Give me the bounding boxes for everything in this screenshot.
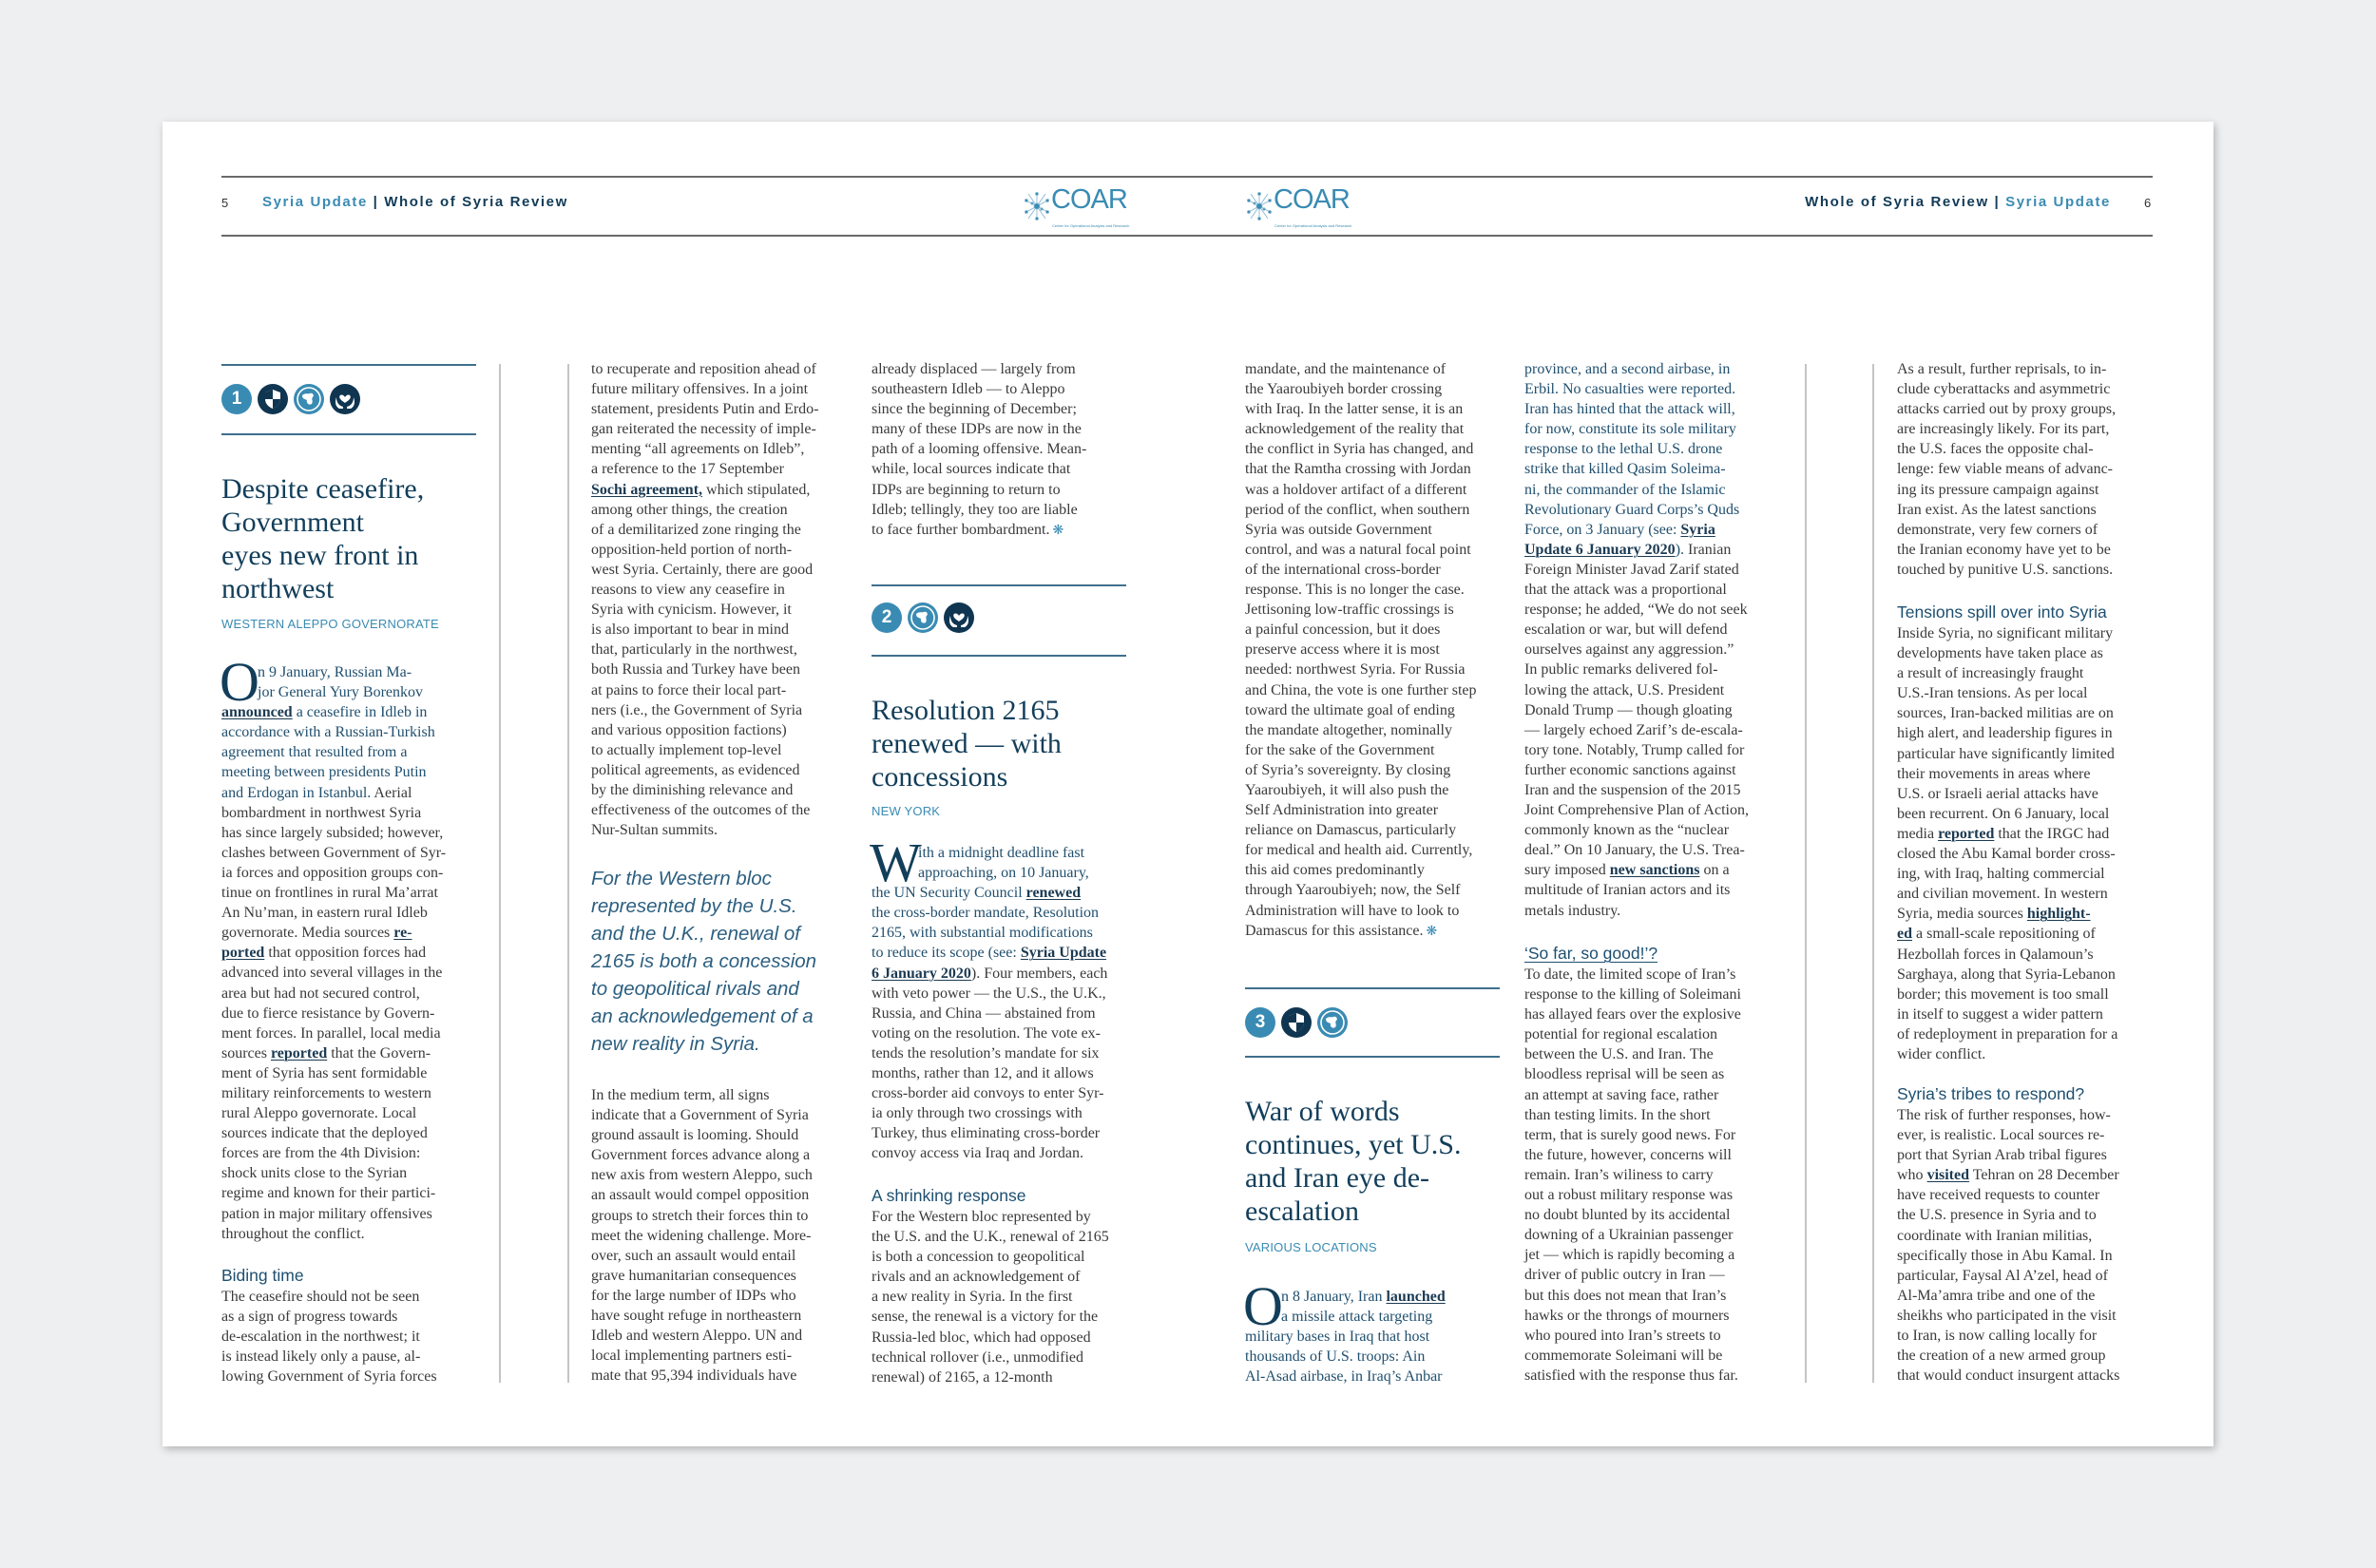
article-2-headline: Resolution 2165 renewed — with concessions: [872, 695, 1062, 793]
shield-icon: [258, 384, 288, 414]
article-2-intro-paragraph: [870, 832, 1138, 1164]
article-2-location: NEW YORK: [872, 804, 941, 818]
logo-subtitle: Center for Operational Analysis and Research: [1052, 223, 1130, 228]
article-1-theme-icons: [221, 384, 360, 414]
article-3-headline: War of words continues, yet U.S. and Iran eye de- escalation: [1245, 1096, 1462, 1227]
lead-lines: [872, 843, 1138, 883]
inline-link[interactable]: reported: [1938, 825, 1995, 842]
paragraph-text: [1245, 359, 1511, 942]
paragraph-text: [872, 1207, 1138, 1387]
text-run: The risk of further responses, how- ever, is realistic. Local sources re- port that Syrian Arab tribal figures who: [1897, 1107, 2111, 1184]
pull-quote: For the Western bloc represented by the U.S. and the U.K., renewal of 2165 is both a concession to geopolitical rivals and an acknowledgement of a new reality in Syria.: [591, 868, 817, 1055]
globe-icon: [1317, 1007, 1348, 1038]
series-name: Syria Update: [2005, 194, 2111, 210]
article-3-theme-icons: [1245, 1007, 1348, 1038]
network-star-icon: [1023, 190, 1051, 222]
article-1-location: WESTERN ALEPPO GOVERNORATE: [221, 617, 439, 631]
text-run: a ceasefire in Idleb in accordance with a Russian-Turkish agreement that resulted from a meeting between presidents Putin and Erdogan in Istanbul.: [221, 704, 435, 801]
inline-link[interactable]: highlight- ed: [1897, 906, 2091, 943]
text-run: As a result, further reprisals, to in- clude cyberattacks and asymmetric attacks carried out by proxy groups, are increasingly likely. For its part, the U.S. faces the opposite chal- lenge: few viable means of advanc- ing its pressure campaign against Iran exist. As the latest sanctions demonstrate, very few corners of the Iranian economy have yet to be touched by punitive U.S. sanctions.: [1897, 361, 2117, 578]
section-rule: [221, 364, 476, 366]
inline-link[interactable]: Sochi agreement,: [591, 481, 703, 498]
text-run: ).: [1675, 541, 1685, 558]
article-1-headline: Despite ceasefire, Government eyes new front in northwest: [221, 473, 425, 604]
inline-link[interactable]: launched: [1386, 1289, 1446, 1305]
text-run: province, and a second airbase, in Erbil. No casualties were reported. Iran has hinted that the attack will, for now, constitute its sole military response to the lethal U.S. drone strike that killed Qasim Soleima- ni, the commander of the Islamic Revolutionary Guard Corps’s Quds Force, on 3 January (see:: [1524, 361, 1740, 538]
text-run: mandate, and the maintenance of the Yaaroubiyeh border crossing with Iraq. In the latter sense, it is an acknowledgement of the reality that the conflict in Syria has changed, and that the Ramtha crossing with Jordan was a holdover artifact of a different period of the conflict, when southern Syria was outside Government control, and was a natural focal point of the international cross-border response. This is no longer the case. Jettisoning low-traffic crossings is a painful concession, but it does preserve access where it is most needed: northwest Syria. For Russia and China, the vote is one further step toward the ultimate goal of ending the mandate altogether, nominally for the sake of the Government of Syria’s sovereignty. By closing Yaaroubiyeh, it will also push the Self Administration into greater reliance on Damascus, particularly for medical and health aid. Currently, this aid comes predominantly through Yaaroubiyeh; now, the Self Administration will have to look to Damascus for this assistance.: [1245, 361, 1477, 939]
end-of-article-icon: ❋: [1426, 923, 1438, 939]
paragraph-text-runs: [1245, 361, 1477, 939]
subheading-biding-time: Biding time: [221, 1266, 304, 1285]
paragraph-text: [1897, 1105, 2163, 1386]
globe-icon: [294, 384, 324, 414]
hands-heart-icon: [330, 384, 360, 414]
text-run: military bases in Iraq that host thousands of U.S. troops: Ain Al-Asad airbase, in Iraq’s Anbar: [1245, 1329, 1443, 1386]
logo-subtitle: Center for Operational Analysis and Research: [1274, 223, 1352, 228]
text-run: a small-scale repositioning of Hezbollah forces in Qalamoun’s Sarghaya, along that Syria-Lebanon border; this movement is too small in itself to suggest a wider pattern of redeployment in preparation for a wider conflict.: [1897, 926, 2118, 1062]
paragraph-text: [221, 1287, 488, 1386]
header-bottom-rule: [221, 235, 2153, 237]
subheading-so-far-so-good[interactable]: ‘So far, so good!’?: [1524, 944, 1658, 963]
inline-link[interactable]: Syria Update 6 January 2020: [872, 945, 1107, 982]
paragraph-text: [1524, 965, 1791, 1386]
lead-lines: [221, 662, 488, 702]
text-run: Aerial bombardment in northwest Syria has since largely subsided; however, clashes between Government of Syr- ia forces and opposition groups con- tinue on frontlines in rural Ma’arrat An Nu’man, in eastern rural Idleb governorate. Media sources: [221, 784, 447, 942]
column-divider: [567, 364, 569, 1383]
hands-heart-icon: [944, 602, 974, 633]
lead-lines: [1245, 1287, 1511, 1327]
inline-link[interactable]: reported: [270, 1044, 328, 1061]
paragraph-text: [872, 359, 1138, 541]
text-run: For the Western bloc represented by the U.S. and the U.K., renewal of 2165 is both a concession to geopolitical rivals and an acknowledgement of a new reality in Syria. In the first sense, the renewal is a victory for the Russia-led bloc, which had opposed technical rollover (i.e., unmodified renewal) of 2165, a 12-month: [872, 1209, 1109, 1386]
text-run: already displaced — largely from southeastern Idleb — to Aleppo since the beginning of December; many of these IDPs are now in the path of a looming offensive. Mean- while, local sources indicate that IDPs are beginning to return to Idleb; tellingly, they too are liable to face further bombardment.: [872, 361, 1087, 538]
running-header-left: [262, 194, 568, 210]
subheading-tensions-spill-over: Tensions spill over into Syria: [1897, 602, 2107, 621]
drop-cap: W: [870, 832, 922, 893]
article-3-location: VARIOUS LOCATIONS: [1245, 1240, 1377, 1254]
section-rule: [872, 655, 1126, 657]
text-run: The ceasefire should not be seen as a sign of progress towards de-escalation in the northwest; it is instead likely only a pause, al- lowing Government of Syria forces: [221, 1289, 437, 1386]
column-divider: [499, 364, 501, 1383]
text-run: n 8 January, Iran: [1281, 1289, 1387, 1305]
paragraph-text: [1897, 623, 2163, 1064]
section-number: 1: [231, 389, 242, 409]
text-run: which stipulated, among other things, the creation of a demilitarized zone ringing the opposition-held portion of north- west Syria. Certainly, there are good reasons to view any ceasefire in Syria with cynicism. However, it is also important to bear in mind that, particularly in the northwest, both Russia and Turkey have been at pains to force their local part- ners (i.e., the Government of Syria and various opposition factions) to actually implement top-level political agreements, as evidenced by the diminishing relevance and effectiveness of the outcomes of the Nur-Sultan summits.: [591, 481, 814, 839]
section-rule: [221, 433, 476, 435]
text-run: Inside Syria, no significant military developments have taken place as a result of increasingly fraught U.S.-Iran tensions. As per local sources, Iran-backed militias are on high alert, and leadership figures in particular have significantly limited their movements in areas where U.S. or Israeli aerial attacks have been recurrent. On 6 January, local media: [1897, 625, 2115, 842]
header-separator: |: [1988, 194, 2006, 210]
text-run: In the medium term, all signs indicate that a Government of Syria ground assault is looming. Should Government forces advance along a new axis from western Aleppo, such an assault would compel opposition groups to stretch their forces thin to meet the widening challenge. More- over, such an assault would entail grave humanitarian consequences for the large number of IDPs who have sought refuge in northeastern Idleb and western Aleppo. UN and local implementing partners esti- mate that 95,394 individuals have: [591, 1087, 813, 1385]
drop-cap: O: [220, 651, 259, 713]
text-run: ). Four members, each with veto power — the U.S., the U.K., Russia, and China — abstained from voting on the resolution. The vote ex- tends the resolution’s mandate for six months, rather than 12, and it allows cross-border aid convoys to enter Syr- ia only through two crossings with Turkey, thus eliminating cross-border convoy access via Iraq and Jordan.: [872, 965, 1108, 1162]
inline-link[interactable]: new sanctions: [1609, 862, 1700, 879]
inline-link[interactable]: renewed: [1025, 885, 1082, 902]
series-name: Syria Update: [262, 194, 368, 210]
section-rule: [1245, 1056, 1500, 1058]
section-rule: [1245, 987, 1500, 989]
text-run: on a multitude of Iranian actors and its metals industry.: [1524, 862, 1731, 919]
text-run: ith a midnight deadline fast approaching, on 10 January,: [918, 845, 1089, 882]
inline-link[interactable]: visited: [1926, 1167, 1970, 1184]
section-number: 3: [1255, 1012, 1266, 1032]
text-run: to recuperate and reposition ahead of future military offensives. In a joint statement, presidents Putin and Erdo- gan reiterated the necessity of imple- menting “all agreements on Idleb”, a reference to the 17 September: [591, 361, 819, 478]
article-2-theme-icons: [872, 602, 974, 633]
coar-logo: [1023, 184, 1130, 228]
paragraph-text: [591, 359, 857, 840]
page-number-right: 6: [2144, 196, 2152, 210]
drop-cap: O: [1243, 1275, 1283, 1337]
inline-link[interactable]: announced: [221, 704, 293, 721]
running-header-right: [1805, 194, 2111, 210]
subheading-shrinking-response: A shrinking response: [872, 1186, 1026, 1205]
inline-link[interactable]: Syria Update 6 January 2020: [1524, 521, 1715, 558]
end-of-article-icon: ❋: [1052, 522, 1064, 538]
section-number-badge: [1245, 1007, 1275, 1038]
coar-logo: [1245, 186, 1350, 228]
text-run: that opposition forces had advanced into several villages in the area but had not secured control, due to fierce resistance by Govern- ment forces. In parallel, local media sources: [221, 945, 443, 1061]
text-run: that the IRGC had closed the Abu Kamal border cross- ing, with Iraq, halting commercial and civilian movement. In western Syria, media sources: [1897, 825, 2116, 923]
text-run: n 9 January, Russian Ma- jor General Yury Borenkov: [258, 664, 424, 701]
header-top-rule: [221, 176, 2153, 178]
section-number: 2: [881, 607, 892, 627]
text-run: To date, the limited scope of Iran’s response to the killing of Soleimani has allayed fears over the explosive potential for regional escalation between the U.S. and Iran. The bloodless reprisal will be seen as an attempt at saving face, rather than testing limits. In the short term, that is surely good news. For the future, however, concerns will remain. Iran’s wiliness to carry out a robust military response was no doubt blunted by its accidental downing of a Ukrainian passenger jet — which is rapidly becoming a driver of public outcry in Iran — but this does not mean that Iran’s hawks or the throngs of mourners who poured into Iran’s streets to commemorate Soleimani will be satisfied with the response thus far.: [1524, 966, 1741, 1384]
publication-title: Whole of Syria Review: [384, 194, 568, 210]
text-run: Tehran on 28 December have received requests to counter the U.S. presence in Syria and to coordinate with Iranian militias, specifically those in Abu Kamal. In particular, Faysal Al A’zel, head of Al-Ma’amra tribe and one of the sheikhs who participated in the visit to Iran, is now calling locally for the creation of a new armed group that would conduct insurgent attacks: [1897, 1167, 2120, 1385]
subheading-syrias-tribes: Syria’s tribes to respond?: [1897, 1084, 2085, 1103]
network-star-icon: [1245, 190, 1274, 222]
article-3-intro-paragraph: [1243, 1275, 1511, 1386]
text-run: Iranian Foreign Minister Javad Zarif stated that the attack was a proportional response; he added, “We do not seek escalation or war, but will defend ourselves against any aggression.” In public remarks delivered fol- lowing the attack, U.S. President Donald Trump — though gloating — largely echoed Zarif’s de-escala- tory tone. Notably, Trump called for further economic sanctions against Iran and the suspension of the 2015 Joint Comprehensive Plan of Action, commonly known as the “nuclear deal.” On 10 January, the U.S. Trea- sury imposed: [1524, 541, 1749, 879]
paragraph-text: [591, 1085, 857, 1386]
paragraph-text: [1245, 1327, 1511, 1386]
column-divider: [1872, 364, 1874, 1383]
paragraph-text: [872, 883, 1138, 1163]
text-run: the UN Security Council: [872, 885, 1026, 902]
paragraph-text-runs: [872, 361, 1086, 538]
column-divider: [1805, 364, 1807, 1383]
shield-icon: [1281, 1007, 1312, 1038]
paragraph-text: [1897, 359, 2163, 580]
logo-wordmark: COAR: [1274, 184, 1350, 215]
page-number-left: 5: [221, 196, 229, 210]
publication-title: Whole of Syria Review: [1805, 194, 1989, 210]
section-rule: [872, 584, 1126, 586]
inline-link[interactable]: re- ported: [221, 925, 412, 962]
logo-wordmark: COAR: [1051, 184, 1127, 215]
paragraph-text: [1524, 359, 1791, 921]
section-number-badge: [221, 384, 252, 414]
header-separator: |: [367, 194, 385, 210]
text-run: a missile attack targeting: [1281, 1309, 1433, 1326]
section-number-badge: [872, 602, 902, 633]
text-run: the cross-border mandate, Resolution 2165, with substantial modifications to reduce its scope (see:: [872, 905, 1100, 962]
text-run: that the Govern- ment of Syria has sent formidable military reinforcements to western rural Aleppo governorate. Local sources indicate that the deployed forces are from the 4th Division: shock units close to the Syrian regime and known for their partici- pation in major military offensives throughout the conflict.: [221, 1044, 436, 1242]
article-1-intro-paragraph: [220, 651, 488, 1244]
globe-icon: [908, 602, 938, 633]
paragraph-text: [221, 702, 488, 1244]
